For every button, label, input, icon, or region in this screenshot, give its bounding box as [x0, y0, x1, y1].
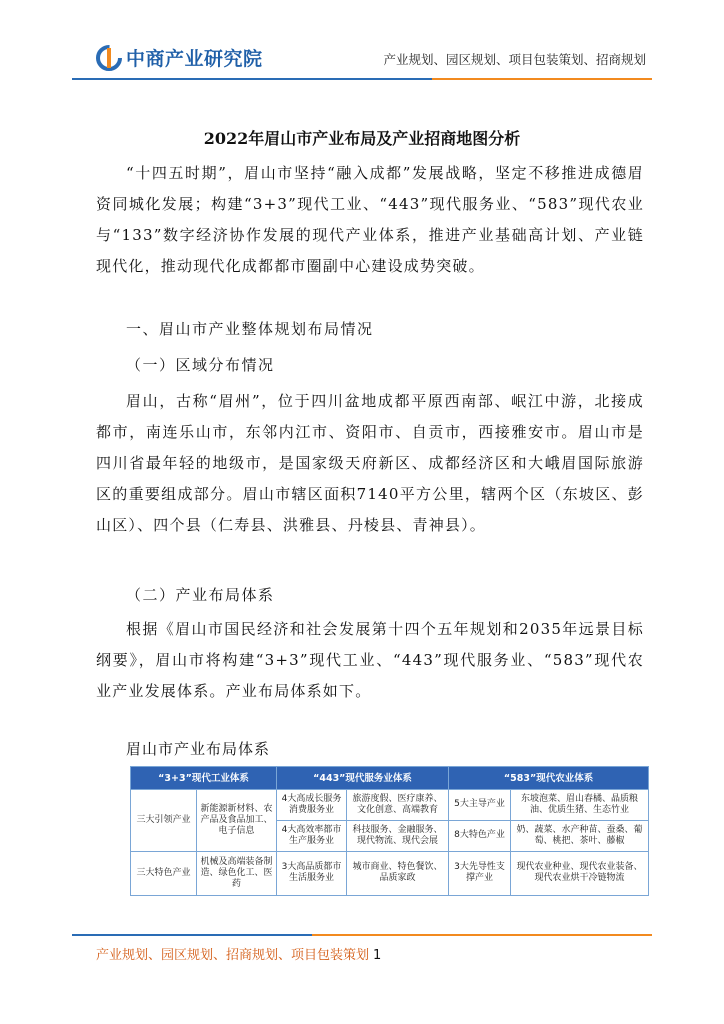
- header-services: 产业规划、园区规划、项目包装策划、招商规划: [383, 52, 646, 67]
- subsection-heading-1: （一）区域分布情况: [126, 356, 275, 374]
- table-cell: 4大高效率都市生产服务业: [277, 820, 347, 851]
- table-cell: 3大高品质都市生活服务业: [277, 851, 347, 895]
- table-cell: 三大特色产业: [131, 851, 197, 895]
- table-cell: 奶、蔬菜、水产种苗、蚕桑、葡萄、桃把、茶叶、藤椒: [511, 820, 649, 851]
- subsection-heading-2: （二）产业布局体系: [126, 586, 275, 604]
- footer-services: 产业规划、园区规划、招商规划、项目包装策划: [96, 948, 370, 963]
- table-header-agriculture: “583”现代农业体系: [449, 767, 649, 790]
- table-caption: 眉山市产业布局体系: [126, 740, 271, 758]
- table-cell: 新能源新材料、农产品及食品加工、电子信息: [197, 790, 277, 852]
- section-heading-1: 一、眉山市产业整体规划布局情况: [126, 320, 374, 338]
- page-footer: [96, 944, 381, 963]
- table-cell: 4大高成长服务消费服务业: [277, 790, 347, 821]
- table-cell: 3大先导性支撑产业: [449, 851, 511, 895]
- footer-divider-orange: [312, 934, 652, 936]
- table-header-row: [131, 767, 649, 790]
- page-number: 1: [373, 948, 382, 963]
- document-title: 2022年眉山市产业布局及产业招商地图分析: [203, 129, 521, 148]
- region-paragraph: 眉山，古称“眉州”，位于四川盆地成都平原西南部、岷江中游，北接成都市，南连乐山市，东邻内江市、资阳市、自贡市，西接雅安市。眉山市是四川省最年轻的地级市，是国家级天府新区、成都经济区和大峨眉国际旅游区的重要组成部分。眉山市辖区面积7140平方公里，辖两个区（东坡区、彭山区）、四个县（仁寿县、洪雅县、丹棱县、青神县）。: [96, 392, 644, 534]
- table-header-industry: “3+3”现代工业体系: [131, 767, 277, 790]
- table-cell: 现代农业种业、现代农业装备、现代农业烘干冷链物流: [511, 851, 649, 895]
- table-cell: 旅游度假、医疗康养、文化创意、高端教育: [347, 790, 449, 821]
- table-cell: 科技服务、金融服务、现代物流、现代会展: [347, 820, 449, 851]
- cpri-logo-icon: [96, 45, 122, 71]
- header-divider-orange: [432, 78, 652, 80]
- table-header-service: “443”现代服务业体系: [277, 767, 449, 790]
- table-cell: 城市商业、特色餐饮、品质家政: [347, 851, 449, 895]
- table-cell: 5大主导产业: [449, 790, 511, 821]
- intro-paragraph: “十四五时期”，眉山市坚持“融入成都”发展战略，坚定不移推进成德眉资同城化发展；构建“3+3”现代工业、“443”现代服务业、“583”现代农业与“133”数字经济协作发展的现代产业体系，推进产业基础高计划、产业链现代化，推动现代化成都都市圈副中心建设成势突破。: [96, 164, 644, 275]
- industry-layout-table: [130, 766, 649, 896]
- page-header: [0, 0, 724, 80]
- industry-system-paragraph: 根据《眉山市国民经济和社会发展第十四个五年规划和2035年远景目标纲要》，眉山市将构建“3+3”现代工业、“443”现代服务业、“583”现代农业产业发展体系。产业布局体系如下。: [96, 620, 644, 700]
- table-cell: 东坡泡菜、眉山春橘、晶质粮油、优质生猪、生态竹业: [511, 790, 649, 821]
- table-cell: 机械及高端装备制造、绿色化工、医药: [197, 851, 277, 895]
- table-cell: 三大引领产业: [131, 790, 197, 852]
- table-cell: 8大特色产业: [449, 820, 511, 851]
- company-logo[interactable]: [96, 44, 263, 71]
- table-row: [131, 851, 649, 895]
- logo-text: 中商产业研究院: [126, 48, 263, 70]
- footer-divider-blue: [72, 934, 312, 936]
- header-divider-blue: [72, 78, 432, 80]
- table-row: [131, 790, 649, 821]
